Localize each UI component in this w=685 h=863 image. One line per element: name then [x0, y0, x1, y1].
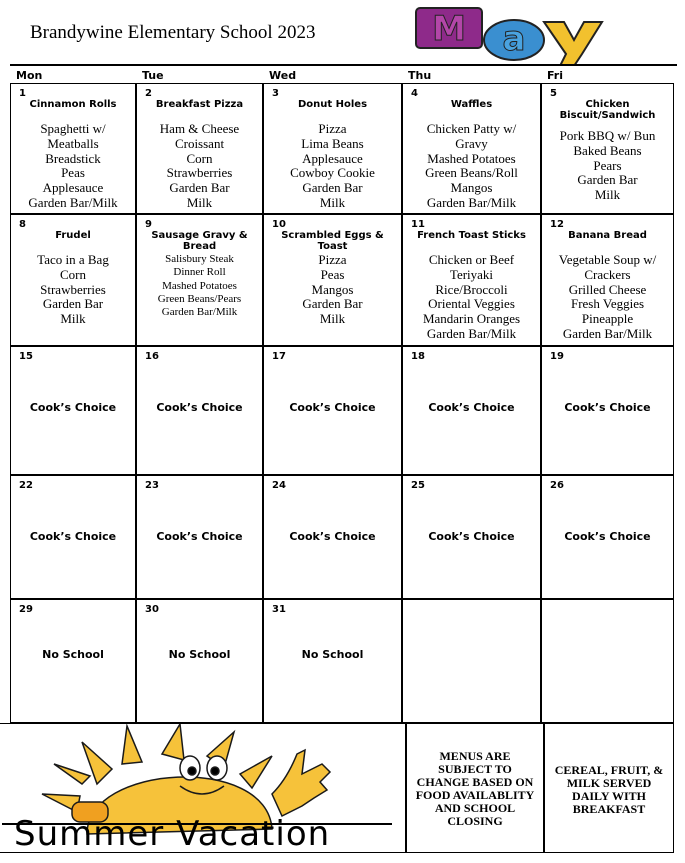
calendar-day-cell	[541, 214, 674, 346]
lunch-item: Mangos	[450, 180, 493, 196]
lunch-item: Strawberries	[40, 281, 106, 297]
lunch-item: Garden Bar/Milk	[161, 306, 238, 319]
calendar-day-cell	[402, 83, 541, 214]
calendar-day-cell	[10, 346, 136, 475]
lunch-item: Fresh Veggies	[570, 296, 645, 312]
lunch-item: Milk	[319, 311, 346, 327]
lunch-item: Pizza	[318, 252, 347, 267]
day-number: 9	[145, 219, 152, 230]
lunch-item: Milk	[60, 311, 86, 327]
lunch-item: Peas	[320, 266, 345, 282]
day-name-wed: Wed	[269, 69, 297, 82]
breakfast-heading: French Toast Sticks	[417, 230, 526, 241]
day-names-row	[10, 67, 674, 82]
calendar-grid	[10, 83, 674, 853]
calendar-day-cell	[10, 475, 136, 599]
day-label: No School	[168, 648, 231, 661]
svg-text:a: a	[502, 19, 526, 59]
lunch-item: Strawberries	[166, 165, 233, 181]
calendar-day-cell	[136, 346, 263, 475]
lunch-item: Garden Bar	[42, 296, 104, 312]
day-label: Cook’s Choice	[29, 530, 117, 543]
lunch-item: Milk	[186, 194, 213, 210]
lunch-items	[11, 122, 135, 211]
calendar-day-cell	[263, 83, 402, 214]
lunch-item: Oriental Veggies	[428, 296, 515, 312]
lunch-item: Milk	[594, 187, 621, 203]
day-number: 11	[411, 219, 425, 230]
day-number: 23	[145, 480, 159, 491]
day-label: Cook’s Choice	[289, 401, 376, 414]
breakfast-note-cell	[544, 723, 674, 853]
lunch-item: Pizza	[318, 121, 347, 136]
calendar-day-cell	[263, 475, 402, 599]
lunch-item: Crackers	[584, 266, 631, 282]
left-margin-strip	[0, 83, 10, 853]
day-number: 10	[272, 219, 286, 230]
day-label: Cook’s Choice	[29, 401, 117, 414]
breakfast-heading: Breakfast Pizza	[155, 99, 244, 110]
day-number: 24	[272, 480, 286, 491]
lunch-item: Cowboy Cookie	[290, 165, 375, 181]
calendar-day-cell	[402, 599, 541, 723]
day-label: Cook’s Choice	[289, 530, 376, 543]
calendar-day-cell	[10, 599, 136, 723]
calendar-day-cell	[402, 214, 541, 346]
svg-text:M: M	[432, 9, 466, 49]
lunch-item: Chicken or Beef	[428, 252, 515, 267]
lunch-item: Rice/Broccoli	[435, 281, 508, 297]
calendar-day-cell	[541, 83, 674, 214]
day-number: 15	[19, 351, 33, 362]
calendar-day-cell	[136, 599, 263, 723]
day-name-tue: Tue	[142, 69, 164, 82]
breakfast-heading: Waffles	[450, 99, 493, 110]
may-logo	[414, 4, 604, 66]
day-number: 25	[411, 480, 425, 491]
lunch-item: Pears	[593, 157, 622, 173]
day-number: 26	[550, 480, 564, 491]
day-number: 18	[411, 351, 425, 362]
calendar-day-cell	[263, 599, 402, 723]
lunch-item: Garden Bar	[302, 180, 363, 196]
lunch-item: Corn	[60, 266, 86, 282]
day-name-fri: Fri	[547, 69, 564, 82]
menus-note-cell	[406, 723, 544, 853]
lunch-item: Corn	[186, 150, 213, 166]
day-label: Cook’s Choice	[156, 530, 243, 543]
calendar-day-cell	[402, 475, 541, 599]
breakfast-heading: Sausage Gravy & Bread	[151, 230, 248, 252]
calendar-day-cell	[263, 346, 402, 475]
lunch-items	[264, 253, 401, 327]
lunch-items	[264, 122, 401, 211]
lunch-item: Peas	[61, 165, 85, 181]
breakfast-heading: Banana Bread	[568, 230, 647, 241]
day-number: 2	[145, 88, 152, 99]
day-label: Cook’s Choice	[564, 530, 651, 543]
day-label: No School	[42, 648, 104, 661]
lunch-item: Lima Beans	[301, 135, 364, 151]
calendar-day-cell	[136, 83, 263, 214]
day-number: 29	[19, 604, 33, 615]
day-number: 1	[19, 88, 26, 99]
day-number: 16	[145, 351, 159, 362]
lunch-item: Dinner Roll	[173, 266, 226, 279]
day-label: Cook’s Choice	[428, 401, 515, 414]
day-number: 12	[550, 219, 564, 230]
day-number: 5	[550, 88, 557, 99]
lunch-item: Applesauce	[302, 150, 363, 166]
lunch-item: Grilled Cheese	[568, 281, 647, 297]
lunch-items	[542, 129, 673, 203]
lunch-item: Gravy	[455, 135, 488, 151]
calendar-day-cell	[541, 346, 674, 475]
lunch-item: Croissant	[174, 135, 225, 151]
lunch-item: Chicken Patty w/	[426, 121, 517, 136]
calendar-day-cell	[136, 475, 263, 599]
lunch-item: Garden Bar/Milk	[28, 194, 118, 210]
lunch-item: Mangos	[311, 281, 354, 297]
calendar-day-cell	[541, 599, 674, 723]
day-number: 3	[272, 88, 279, 99]
breakfast-heading: Donut Holes	[297, 99, 368, 110]
lunch-items	[137, 122, 262, 211]
breakfast-heading: Frudel	[55, 230, 91, 241]
lunch-items	[403, 122, 540, 211]
calendar-day-cell	[402, 346, 541, 475]
calendar-day-cell	[10, 83, 136, 214]
summer-vacation-text: Summer Vacation	[14, 814, 331, 854]
breakfast-heading: Chicken Biscuit/Sandwich	[559, 99, 656, 121]
day-number: 30	[145, 604, 159, 615]
breakfast-note-text: CEREAL, FRUIT, & MILK SERVED DAILY WITH BREAKFAST	[554, 763, 664, 816]
lunch-items	[542, 253, 673, 342]
calendar-day-cell	[10, 214, 136, 346]
lunch-item: Garden Bar/Milk	[426, 325, 517, 341]
lunch-item: Salisbury Steak	[165, 253, 234, 265]
day-number: 31	[272, 604, 286, 615]
lunch-item: Ham & Cheese	[159, 121, 240, 136]
lunch-item: Meatballs	[47, 135, 99, 151]
school-title: Brandywine Elementary School 2023	[30, 22, 316, 43]
day-number: 8	[19, 219, 26, 230]
lunch-item: Garden Bar	[169, 180, 230, 196]
day-name-thu: Thu	[408, 69, 432, 82]
header-rule	[10, 64, 677, 66]
lunch-item: Mashed Potatoes	[427, 150, 516, 166]
lunch-item: Baked Beans	[573, 142, 642, 158]
lunch-item: Breadstick	[45, 150, 101, 166]
lunch-item: Milk	[319, 194, 346, 210]
breakfast-heading: Scrambled Eggs & Toast	[281, 230, 384, 252]
day-label: Cook’s Choice	[428, 530, 515, 543]
day-label: Cook’s Choice	[564, 401, 651, 414]
lunch-items	[11, 253, 135, 327]
lunch-item: Pork BBQ w/ Bun	[559, 128, 656, 143]
calendar-day-cell	[263, 214, 402, 346]
breakfast-heading: Cinnamon Rolls	[29, 99, 117, 110]
lunch-item: Mandarin Oranges	[422, 311, 521, 327]
lunch-item: Garden Bar/Milk	[426, 194, 517, 210]
lunch-item: Teriyaki	[449, 266, 494, 282]
lunch-item: Spaghetti w/	[40, 121, 106, 136]
lunch-item: Taco in a Bag	[37, 252, 109, 267]
summer-vacation-cell	[0, 723, 406, 853]
calendar-day-cell	[541, 475, 674, 599]
day-number: 22	[19, 480, 33, 491]
lunch-item: Garden Bar	[302, 296, 363, 312]
lunch-item: Garden Bar/Milk	[562, 325, 653, 341]
day-number: 19	[550, 351, 564, 362]
lunch-item: Garden Bar	[577, 172, 638, 188]
lunch-items	[137, 253, 262, 319]
calendar-day-cell	[136, 214, 263, 346]
day-name-mon: Mon	[16, 69, 43, 82]
day-label: No School	[301, 648, 364, 661]
lunch-item: Pineapple	[581, 311, 634, 327]
lunch-item: Green Beans/Roll	[425, 165, 518, 181]
lunch-item: Applesauce	[42, 180, 104, 196]
lunch-items	[403, 253, 540, 342]
day-number: 17	[272, 351, 286, 362]
lunch-item: Mashed Potatoes	[162, 279, 237, 292]
lunch-item: Vegetable Soup w/	[558, 252, 657, 267]
day-label: Cook’s Choice	[156, 401, 243, 414]
menus-note-text: MENUS ARE SUBJECT TO CHANGE BASED ON FOOD AVAILABLITY AND SCHOOL CLOSING	[415, 749, 535, 828]
lunch-item: Green Beans/Pears	[157, 292, 242, 305]
day-number: 4	[411, 88, 418, 99]
